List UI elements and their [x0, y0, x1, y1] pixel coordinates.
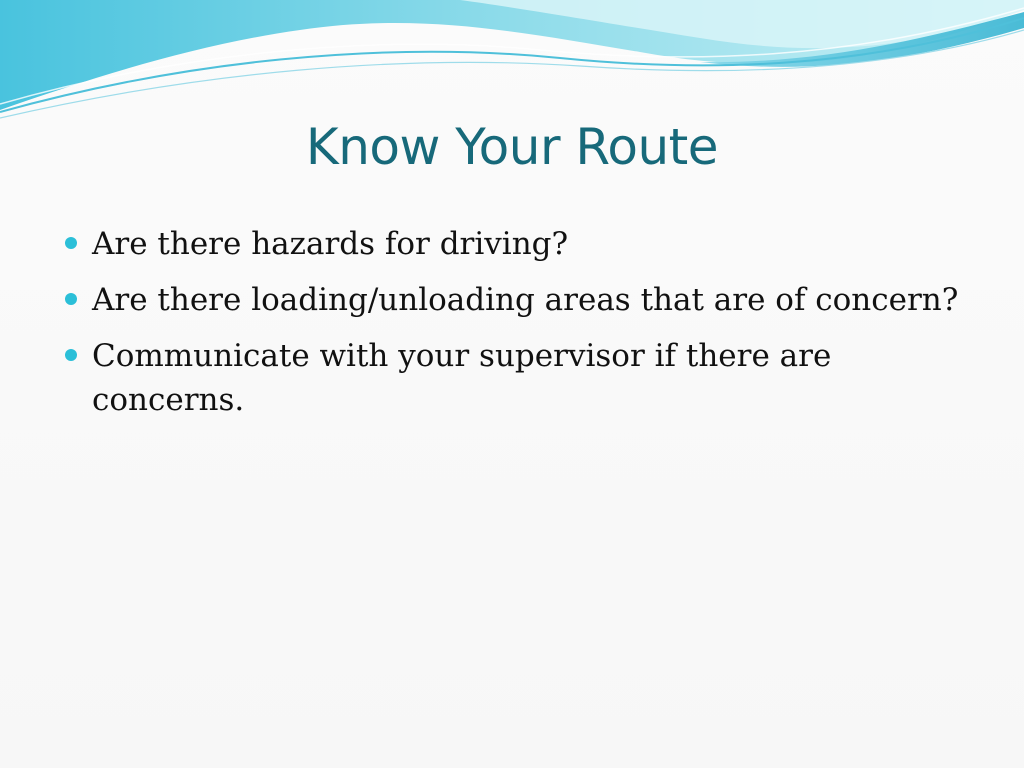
wave-header-decoration [0, 0, 1024, 130]
bullet-text: Communicate with your supervisor if there are concerns. [92, 338, 832, 418]
bullet-dot-icon [65, 237, 77, 249]
bullet-item [62, 222, 982, 266]
bullet-list [62, 222, 982, 434]
bullet-text: Are there loading/unloading areas that are of concern? [92, 282, 959, 318]
bullet-text: Are there hazards for driving? [92, 226, 569, 262]
slide-title: Know Your Route [305, 118, 719, 176]
bullet-dot-icon [65, 349, 77, 361]
bullet-item [62, 278, 982, 322]
bullet-dot-icon [65, 293, 77, 305]
bullet-item [62, 334, 982, 422]
